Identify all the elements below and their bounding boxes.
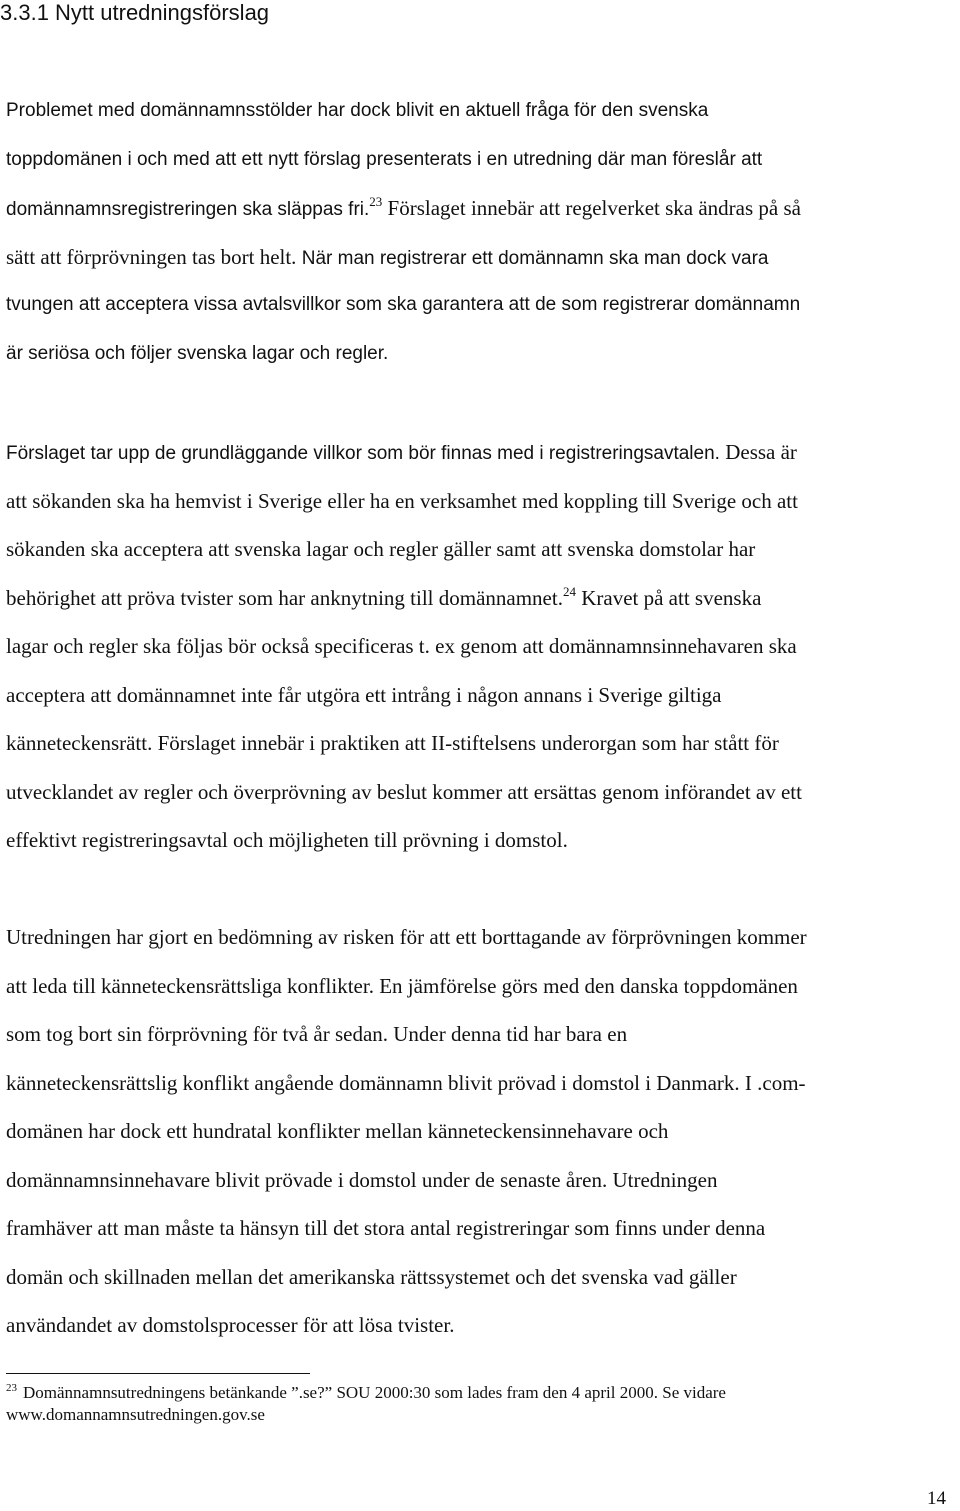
text-line: framhäver att man måste ta hänsyn till det stora antal registreringar som finns under denna <box>6 1216 766 1240</box>
text-line: tvungen att acceptera vissa avtalsvillkor som ska garantera att de som registrerar domännamn <box>6 294 801 315</box>
text-segment: Förslaget tar upp de grundläggande villkor som bör finnas med i registreringsavtalen. <box>6 443 720 464</box>
text-segment: Dessa är <box>719 440 797 464</box>
text-segment: Förslaget innebär att regelverket ska ändras på så <box>382 196 801 220</box>
text-segment: domännamnsregistreringen ska släppas fri. <box>6 199 370 220</box>
footnote-line <box>6 1382 726 1404</box>
section-heading: 3.3.1 Nytt utredningsförslag <box>0 0 270 25</box>
text-line: känneteckensrättslig konflikt angående domännamn blivit prövad i domstol i Danmark. I .com- <box>6 1070 806 1095</box>
text-line: Utredningen har gjort en bedömning av risken för att ett borttagande av förprövningen kommer <box>6 925 807 949</box>
paragraph-3 <box>6 913 807 1350</box>
text-line <box>6 428 802 477</box>
paragraph-1 <box>6 87 801 378</box>
text-line: Problemet med domännamnsstölder har dock blivit en aktuell fråga för den svenska <box>6 100 709 121</box>
text-segment: sätt att förprövningen tas bort helt. <box>6 244 297 269</box>
text-line: sökanden ska acceptera att svenska lagar och regler gäller samt att svenska domstolar har <box>6 537 756 561</box>
footnote-text: Domännamnsutredningens betänkande ”.se?” SOU 2000:30 som lades fram den 4 april 2000. Se vidare <box>23 1383 726 1402</box>
text-line: att leda till känneteckensrättsliga konflikter. En jämförelse görs med den danska toppdomänen <box>6 973 798 998</box>
text-line: att sökanden ska ha hemvist i Sverige eller ha en verksamhet med koppling till Sverige och att <box>6 488 798 513</box>
footnote-reference-24[interactable]: 24 <box>562 583 576 599</box>
text-segment: När man registrerar ett domännamn ska man dock vara <box>296 247 769 269</box>
text-line: domän och skillnaden mellan det amerikanska rättssystemet och det svenska vad gäller <box>6 1264 737 1289</box>
text-line: utvecklandet av regler och överprövning av beslut kommer att ersättas genom införandet av ett <box>6 779 802 804</box>
page-number: 14 <box>927 1488 946 1509</box>
footnote-reference-23[interactable]: 23 <box>369 194 383 209</box>
text-line <box>6 233 801 282</box>
text-line: domännamnsinnehavare blivit prövade i domstol under de senaste åren. Utredningen <box>6 1167 718 1192</box>
text-segment: behörighet att pröva tvister som har anknytning till domännamnet. <box>6 585 563 610</box>
text-line: lagar och regler ska följas bör också specificeras t. ex genom att domännamnsinnehavaren ska <box>6 634 797 658</box>
text-segment: Kravet på att svenska <box>575 585 762 610</box>
footnote-23 <box>6 1382 726 1426</box>
footnote-link[interactable]: www.domannamnsutredningen.gov.se <box>6 1405 265 1424</box>
text-line: som tog bort sin förprövning för två år sedan. Under denna tid har bara en <box>6 1022 628 1046</box>
text-line: effektivt registreringsavtal och möjligheten till prövning i domstol. <box>6 828 568 852</box>
text-line: toppdomänen i och med att ett nytt förslag presenterats i en utredning där man föreslår att <box>6 148 763 170</box>
paragraph-2 <box>6 428 802 865</box>
text-line: användandet av domstolsprocesser för att lösa tvister. <box>6 1313 455 1337</box>
text-line <box>6 184 801 233</box>
text-line: är seriösa och följer svenska lagar och regler. <box>6 342 389 364</box>
text-line: acceptera att domännamnet inte får utgöra ett intrång i någon annans i Sverige giltiga <box>6 682 722 707</box>
text-line: känneteckensrätt. Förslaget innebär i praktiken att II-stiftelsens underorgan som har stått för <box>6 731 779 755</box>
text-line: domänen har dock ett hundratal konflikter mellan känneteckensinnehavare och <box>6 1119 669 1143</box>
footnote-divider <box>6 1373 310 1374</box>
text-line <box>6 574 802 623</box>
footnote-marker: 23 <box>6 1382 17 1394</box>
